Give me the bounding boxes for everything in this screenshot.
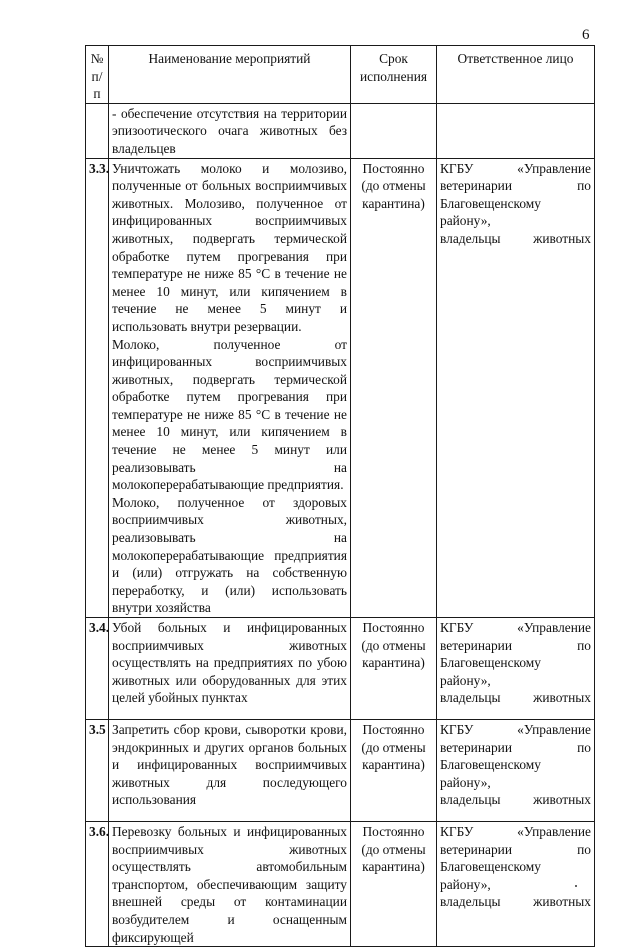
table-header-row — [86, 46, 595, 104]
table-row — [86, 618, 595, 720]
row-responsible — [437, 822, 595, 947]
row-activity — [109, 103, 351, 158]
header-activity: Наименование мероприятий — [109, 46, 351, 104]
responsible-line: Благовещенскому району», — [440, 859, 541, 892]
table-row — [86, 822, 595, 947]
row-num: 3.6. — [86, 822, 109, 947]
row-num: 3.5 — [86, 720, 109, 822]
row-activity — [109, 158, 351, 617]
responsible-line: Благовещенскому району», — [440, 757, 541, 790]
responsible-line: Благовещенскому району», — [440, 195, 541, 229]
table-row — [86, 720, 595, 822]
row-term: Постоянно (до отмены карантина) — [351, 822, 437, 947]
row-term: Постоянно (до отмены карантина) — [351, 158, 437, 617]
responsible-line: владельцы животных — [440, 792, 591, 808]
table-row — [86, 158, 595, 617]
responsible-line: КГБУ «Управление ветеринарии по — [440, 620, 591, 653]
row-term: Постоянно (до отмены карантина) — [351, 720, 437, 822]
row-activity — [109, 822, 351, 947]
responsible-line: владельцы животных — [440, 690, 591, 706]
scan-speck — [575, 885, 577, 887]
row-responsible — [437, 158, 595, 617]
responsible-line: КГБУ «Управление ветеринарии по — [440, 722, 591, 755]
responsible-line: владельцы животных — [440, 230, 591, 246]
measures-table — [85, 45, 595, 947]
table-row — [86, 103, 595, 158]
responsible-line: КГБУ «Управление ветеринарии по — [440, 824, 591, 857]
activity-paragraph: - обеспечение отсутствия на территории эпизоотического очага животных без владельцев — [112, 105, 347, 156]
row-responsible — [437, 103, 595, 158]
row-num: 3.4. — [86, 618, 109, 720]
activity-paragraph: Уничтожать молоко и молозиво, полученные от больных восприимчивых животных. Молозиво, полученное от инфицированных восприимчивых животных, подвергать термической обработке путем прогревания при температуре не ниже 85 °С в течение не менее 10 минут, или кипячением в течение не менее 5 минут и использовать внутри резервации. — [112, 160, 347, 334]
activity-paragraph: Убой больных и инфицированных восприимчивых животных осуществлять на предприятиях по убою животных или оборудованных для этих целей убойных пунктах — [112, 620, 347, 706]
row-num — [86, 103, 109, 158]
responsible-line: КГБУ «Управление ветеринарии по — [440, 160, 591, 194]
row-term — [351, 103, 437, 158]
responsible-line: владельцы животных — [440, 894, 591, 910]
activity-paragraph: Молоко, полученное от здоровых восприимчивых животных, реализовывать на молокоперерабатывающие предприятия и (или) отгружать на собственную переработку, и (или) использовать внутри хозяйства — [112, 494, 347, 616]
header-term: Срок исполнения — [351, 46, 437, 104]
header-responsible: Ответственное лицо — [437, 46, 595, 104]
header-num: № п/п — [86, 46, 109, 104]
row-num: 3.3. — [86, 158, 109, 617]
row-responsible — [437, 618, 595, 720]
row-responsible — [437, 720, 595, 822]
responsible-line: Благовещенскому району», — [440, 655, 541, 688]
activity-paragraph: Молоко, полученное от инфицированных восприимчивых животных, подвергать термической обработке путем прогревания при температуре не ниже 85 °С в течение не менее 10 минут, или кипячением в течение не менее 5 минут или реализовывать на молокоперерабатывающие предприятия. — [112, 336, 347, 493]
activity-paragraph: Перевозку больных и инфицированных восприимчивых животных осуществлять автомобильным транспортом, обеспечивающим защиту внешней среды от контаминации возбудителем и оснащенным фиксирующей — [112, 824, 347, 945]
activity-paragraph: Запретить сбор крови, сыворотки крови, эндокринных и других органов больных и инфицированных восприимчивых животных для последующего использования — [112, 722, 347, 808]
row-term: Постоянно (до отмены карантина) — [351, 618, 437, 720]
page-number: 6 — [582, 27, 590, 43]
row-activity — [109, 618, 351, 720]
row-activity — [109, 720, 351, 822]
